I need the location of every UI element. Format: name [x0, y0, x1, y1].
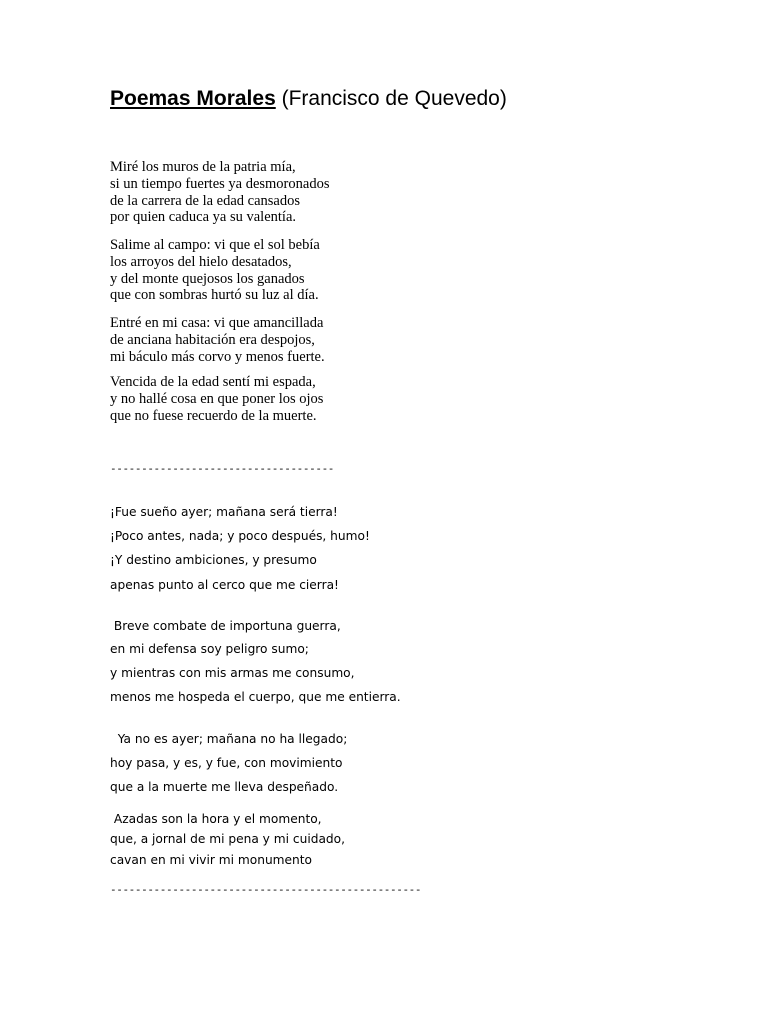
- poem-line: hoy pasa, y es, y fue, con movimiento: [110, 756, 343, 770]
- poem1-stanza-2: [110, 237, 320, 304]
- poem-line: que con sombras hurtó su luz al día.: [110, 287, 319, 304]
- poem-line: que a la muerte me lleva despeñado.: [110, 780, 339, 794]
- poem-line: Salime al campo: vi que el sol bebía: [110, 237, 320, 253]
- poem-line: de anciana habitación era despojos,: [110, 331, 315, 348]
- page-title: [110, 84, 507, 114]
- poem1-stanza-1: [110, 159, 329, 226]
- poem-line: si un tiempo fuertes ya desmoronados: [110, 175, 330, 192]
- poem-line: por quien caduca ya su valentía.: [110, 209, 297, 226]
- poem-line: en mi defensa soy peligro sumo;: [110, 642, 309, 656]
- poem-line: ¡Fue sueño ayer; mañana será tierra!: [110, 505, 338, 519]
- poem-line: apenas punto al cerco que me cierra!: [110, 578, 339, 592]
- title-main: Poemas Morales: [110, 87, 276, 110]
- poem-line: Azadas son la hora y el momento,: [110, 812, 322, 826]
- poem-line: cavan en mi vivir mi monumento: [110, 853, 312, 867]
- poem-line: menos me hospeda el cuerpo, que me entierra.: [110, 690, 401, 704]
- poem-line: ¡Poco antes, nada; y poco después, humo!: [110, 529, 370, 543]
- poem-line: de la carrera de la edad cansados: [110, 192, 300, 209]
- poem-line: Breve combate de importuna guerra,: [110, 619, 341, 633]
- poem-line: Vencida de la edad sentí mi espada,: [110, 374, 316, 390]
- poem-line: y del monte quejosos los ganados: [110, 270, 305, 287]
- poem-line: los arroyos del hielo desatados,: [110, 253, 292, 270]
- poem-line: Entré en mi casa: vi que amancillada: [110, 315, 324, 331]
- poem1-stanza-3: [110, 315, 325, 365]
- poem-line: Miré los muros de la patria mía,: [110, 159, 296, 175]
- poem-line: y mientras con mis armas me consumo,: [110, 666, 355, 680]
- section-divider: --------------------------------------------------: [110, 883, 422, 896]
- poem1-stanza-4: [110, 374, 323, 424]
- poem-line: mi báculo más corvo y menos fuerte.: [110, 348, 325, 365]
- poem-line: y no hallé cosa en que poner los ojos: [110, 390, 324, 407]
- poem-line: Ya no es ayer; mañana no ha llegado;: [110, 732, 348, 746]
- poem-line: que no fuese recuerdo de la muerte.: [110, 407, 317, 424]
- poem-line: que, a jornal de mi pena y mi cuidado,: [110, 832, 345, 846]
- poem-line: ¡Y destino ambiciones, y presumo: [110, 553, 317, 567]
- title-author: (Francisco de Quevedo): [275, 87, 507, 110]
- section-divider: ------------------------------------: [110, 462, 335, 475]
